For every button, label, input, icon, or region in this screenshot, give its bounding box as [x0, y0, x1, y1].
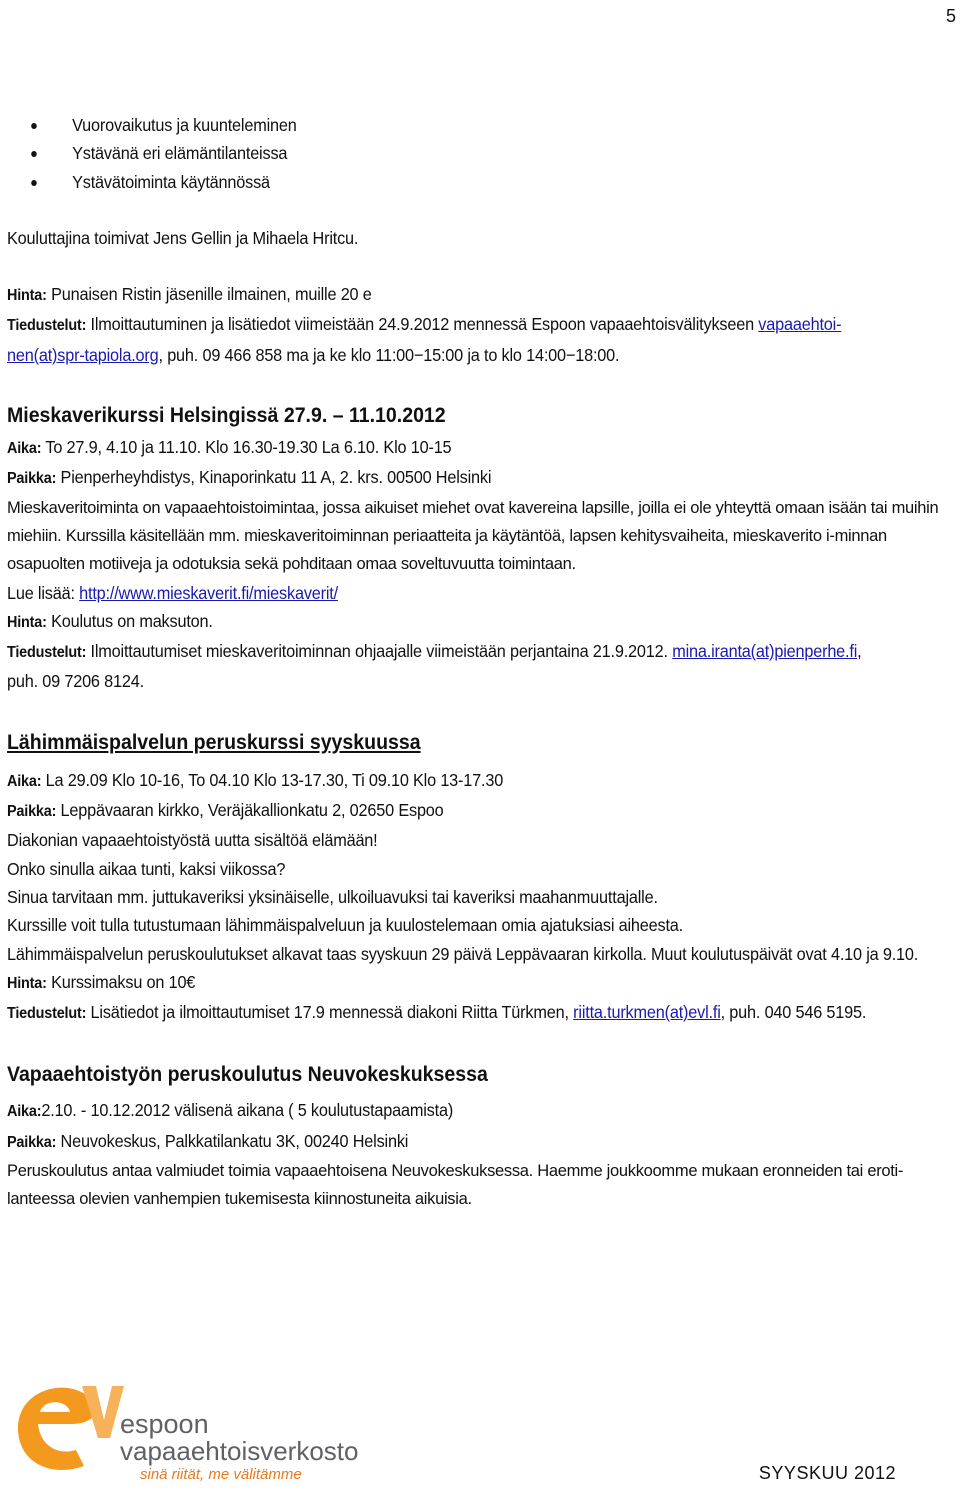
issue-month: SYYSKUU 2012	[758, 1463, 896, 1483]
contact-line: Tiedustelut: Lisätiedot ja ilmoittautumiset 17.9 mennessä diakoni Riitta Türkmen, riitta.turkmen(at)evl.fi, puh. 040 546 5195.	[7, 1002, 867, 1023]
email-link[interactable]: mina.iranta(at)pienperhe.fi	[672, 641, 858, 662]
email-link[interactable]: vapaaehtoi-	[758, 314, 842, 335]
contact-label: Tiedustelut:	[7, 1005, 87, 1023]
contact-label: Tiedustelut:	[7, 317, 87, 335]
email-link[interactable]: riitta.turkmen(at)evl.fi	[573, 1002, 721, 1023]
trainers-text: Kouluttajina toimivat Jens Gellin ja Mihaela Hritcu.	[7, 227, 359, 248]
list-item: Ystävänä eri elämäntilanteissa	[7, 139, 889, 167]
contact-label: Tiedustelut:	[7, 644, 87, 662]
section-title: Mieskaverikurssi Helsingissä 27.9. – 11.10.2012	[7, 404, 446, 428]
time-label: Aika:	[7, 772, 42, 790]
section-title: Vapaaehtoistyön peruskoulutus Neuvokeskuksessa	[7, 1063, 488, 1087]
email-link[interactable]: nen(at)spr-tapiola.org	[7, 344, 159, 365]
price-label: Hinta:	[7, 287, 47, 305]
place-line: Paikka: Pienperheyhdistys, Kinaporinkatu 11 A, 2. krs. 00500 Helsinki	[7, 467, 492, 488]
price-label: Hinta:	[7, 974, 47, 992]
logo-line2: vapaaehtoisverkosto	[120, 1436, 359, 1466]
price-label: Hinta:	[7, 613, 47, 631]
section-body: Mieskaveritoiminta on vapaaehtoistoimintaa, jossa aikuiset miehet ovat kavereina lapsille, joilla ei ole yhteyttä omaan isään tai muihin miehiin. Kurssilla käsitellään mm. mieskaveritoiminnan periaatteita ja käytäntöä, lapsen kehitysvaiheita, mieskaverito i-minnan osapuolten motiiveja ja odotuksia sekä pohditaan omaa soveltuvuutta toimintaan.	[7, 498, 939, 574]
logo-line1: espoon	[120, 1409, 209, 1439]
place-label: Paikka:	[7, 803, 57, 821]
text-line: Lähimmäispalvelun peruskoulutukset alkavat taas syyskuun 29 päivä Leppävaaran kirkolla. Muut koulutuspäivät ovat 4.10 ja 9.10.	[7, 943, 919, 964]
logo-tagline: sinä riität, me välitämme	[140, 1466, 302, 1483]
contact-line-2: nen(at)spr-tapiola.org, puh. 09 466 858 ma ja ke klo 11:00−15:00 ja to klo 14:00−18:00.	[7, 344, 620, 365]
time-label: Aika:	[7, 1103, 42, 1121]
text-line: Diakonian vapaaehtoistyöstä uutta sisältöä elämään!	[7, 830, 378, 851]
time-line: Aika: La 29.09 Klo 10-16, To 04.10 Klo 13-17.30, Ti 09.10 Klo 13-17.30	[7, 769, 504, 790]
bullet-list	[7, 111, 955, 196]
section-body: Peruskoulutus antaa valmiudet toimia vapaaehtoisena Neuvokeskuksessa. Haemme joukkoomme mukaan eronneiden tai eroti-lanteessa olevien vanhempien tukemisesta kiinnostuneita aikuisia.	[7, 1162, 904, 1209]
place-label: Paikka:	[7, 1133, 57, 1151]
price-line: Hinta: Punaisen Ristin jäsenille ilmainen, muille 20 e	[7, 284, 372, 305]
bullet-icon	[31, 123, 37, 129]
section-title: Lähimmäispalvelun peruskurssi syyskuussa	[7, 730, 421, 754]
time-line: Aika:2.10. - 10.12.2012 välisenä aikana ( 5 koulutustapaamista)	[7, 1100, 454, 1121]
contact-line: Tiedustelut: Ilmoittautumiset mieskaveritoiminnan ohjaajalle viimeistään perjantaina 21.9.2012. mina.iranta(at)pienperhe.fi,	[7, 641, 862, 662]
espoon-vapaaehtoisverkosto-logo	[10, 1366, 360, 1486]
time-line: Aika: To 27.9, 4.10 ja 11.10. Klo 16.30-19.30 La 6.10. Klo 10-15	[7, 437, 452, 458]
price-line: Hinta: Kurssimaksu on 10€	[7, 971, 196, 992]
contact-line: Tiedustelut: Ilmoittautuminen ja lisätiedot viimeistään 24.9.2012 mennessä Espoon vapaaehtoisvälitykseen vapaaehtoi-	[7, 314, 842, 335]
page-content	[7, 111, 955, 1214]
time-label: Aika:	[7, 440, 42, 458]
bullet-icon	[31, 180, 37, 186]
price-line: Hinta: Koulutus on maksuton.	[7, 610, 213, 631]
place-line: Paikka: Leppävaaran kirkko, Veräjäkallionkatu 2, 02650 Espoo	[7, 800, 444, 821]
bullet-icon	[31, 151, 37, 157]
text-line: Sinua tarvitaan mm. juttukaveriksi yksinäiselle, ulkoiluavuksi tai kaveriksi maahanmuuttajalle.	[7, 886, 658, 907]
page-number: 5	[945, 6, 956, 26]
text-line: Kurssille voit tulla tutustumaan lähimmäispalveluun ja kuulostelemaan omia ajatuksiasi aiheesta.	[7, 915, 684, 936]
text-line: Onko sinulla aikaa tunti, kaksi viikossa?	[7, 858, 286, 879]
more-info-line: Lue lisää: http://www.mieskaverit.fi/mieskaverit/	[7, 582, 338, 603]
website-link[interactable]: http://www.mieskaverit.fi/mieskaverit/	[79, 582, 338, 603]
list-item: Vuorovaikutus ja kuunteleminen	[7, 111, 889, 139]
place-label: Paikka:	[7, 470, 57, 488]
phone-line: puh. 09 7206 8124.	[7, 671, 144, 692]
place-line: Paikka: Neuvokeskus, Palkkatilankatu 3K, 00240 Helsinki	[7, 1130, 409, 1151]
list-item: Ystävätoiminta käytännössä	[7, 168, 889, 196]
